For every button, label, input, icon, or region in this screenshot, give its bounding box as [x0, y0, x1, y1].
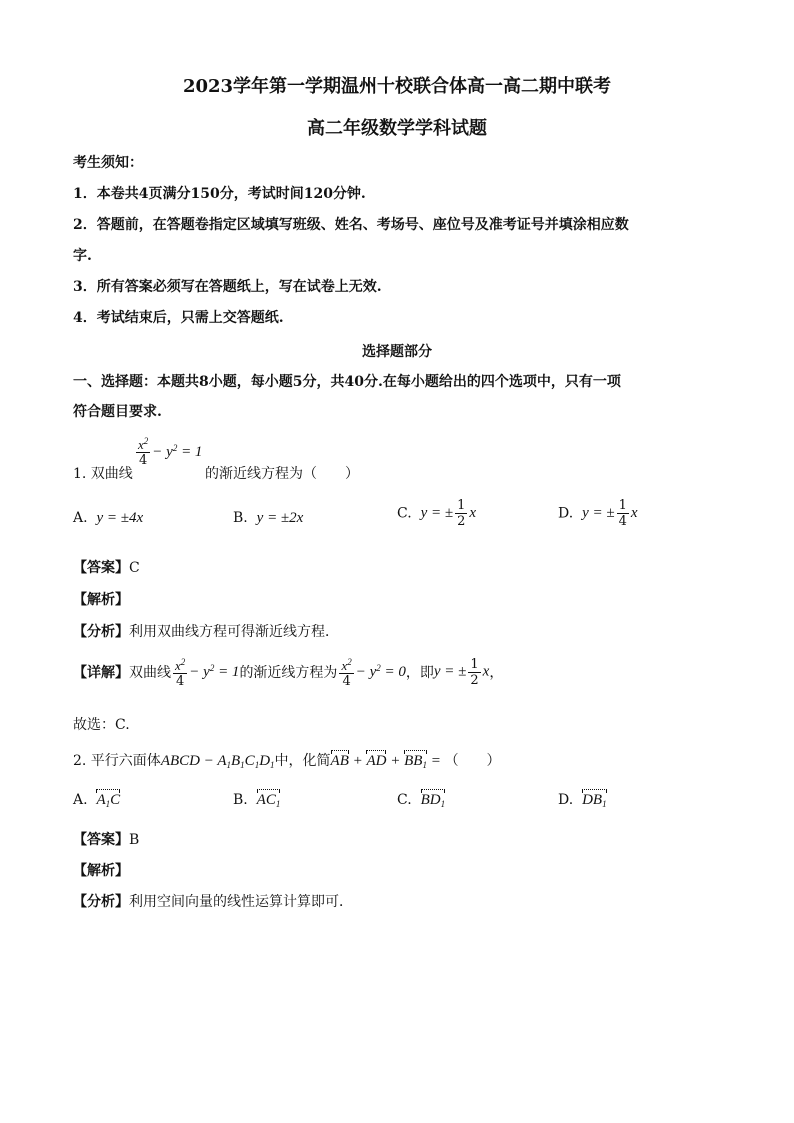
q2-option-b: B. $AC_1$	[233, 792, 281, 809]
q1-choose: 故选：C.	[73, 717, 130, 733]
q2-stem: 2. 平行六面体ABCD − $A_1B_1C_1D_1$中，化简AB + AD + $BB_1$ = （ ）	[73, 753, 501, 770]
notice-heading: 考生须知：	[73, 155, 143, 171]
q2-option-a: A. $A_1C$	[73, 792, 121, 809]
q1-option-b: B. y = ±2x	[233, 510, 304, 526]
q1-fenxi: 【分析】利用双曲线方程可得渐近线方程．	[73, 624, 339, 640]
q2-fenxi: 【分析】利用空间向量的线性运算计算即可．	[73, 894, 353, 910]
exam-title: 2023学年第一学期温州十校联合体高一高二期中联考	[182, 76, 612, 97]
notice-item-2: 2．答题前，在答题卷指定区域填写班级、姓名、考场号、座位号及准考证号并填涂相应数	[73, 217, 629, 233]
q1-detail: 【详解】双曲线 $\frac{x^2}{4}$ − $y^2 = 1$的渐近线方程为 $\frac{x^2}{4}$ − $y^2 = 0$，即y = ± $\frac{1}{2}$ x，	[73, 656, 504, 689]
section-intro: 一、选择题：本题共8小题，每小题5分，共40分.在每小题给出的四个选项中，只有一项	[73, 374, 621, 390]
q2-option-c: C. $BD_1$	[397, 792, 446, 809]
notice-item-1: 1．本卷共4页满分150分，考试时间120分钟.	[73, 186, 366, 202]
q1-option-a: A. y = ±4x	[73, 510, 144, 526]
q1-stem-suffix: 的渐近线方程为（ ）	[205, 466, 359, 482]
q1-answer: 【答案】C	[73, 560, 140, 576]
q1-equation: $\frac{x^2}{4}$ − $y^2 = 1$	[138, 436, 203, 468]
q2-option-d: D. $DB_1$	[558, 792, 607, 809]
q1-analysis-tag: 【解析】	[73, 592, 129, 608]
q2-answer: 【答案】B	[73, 832, 140, 848]
q1-stem-prefix: 1. 双曲线	[73, 466, 133, 482]
q2-analysis-tag: 【解析】	[73, 863, 129, 879]
exam-subtitle: 高二年级数学学科试题	[307, 118, 487, 139]
section-title: 选择题部分	[362, 344, 432, 360]
section-intro-cont: 符合题目要求.	[73, 404, 162, 420]
q1-option-c: C. y = ± $\frac{1}{2}$ x	[397, 498, 477, 529]
notice-item-3: 3．所有答案必须写在答题纸上，写在试卷上无效.	[73, 279, 382, 295]
notice-item-2-cont: 字.	[73, 248, 92, 264]
q1-option-d: D. y = ± $\frac{1}{4}$ x	[558, 498, 638, 529]
notice-item-4: 4．考试结束后，只需上交答题纸.	[73, 310, 284, 326]
